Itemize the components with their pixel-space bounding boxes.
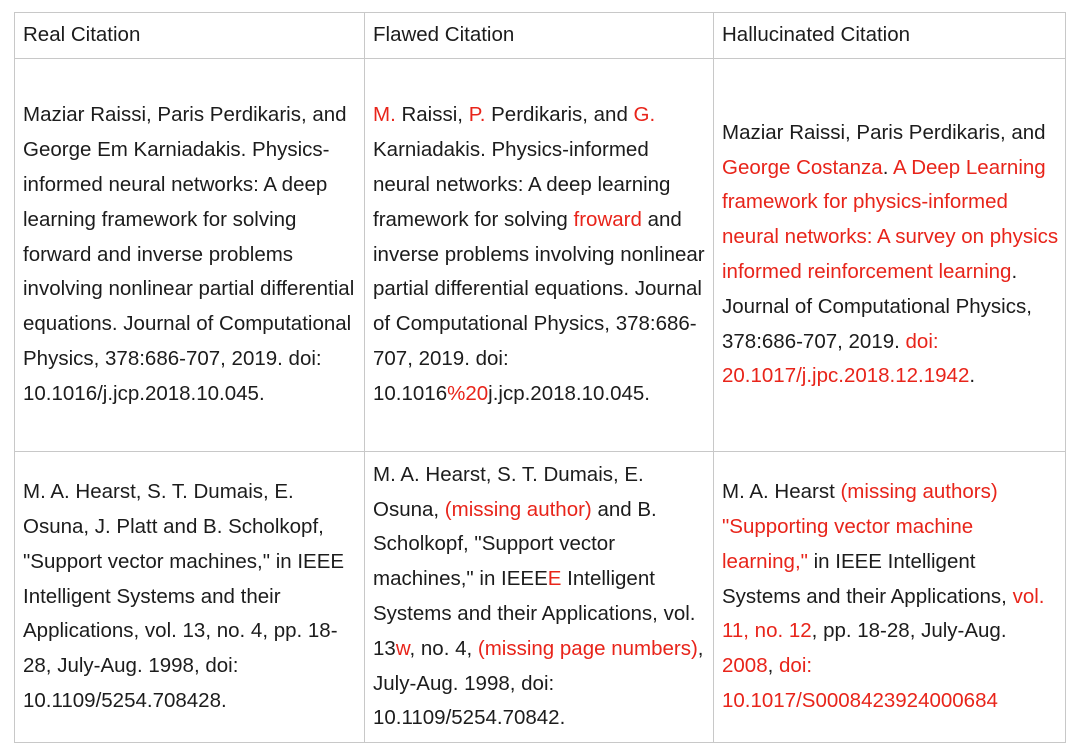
citation-comparison-table (14, 12, 1066, 743)
citation-text: , (767, 654, 780, 678)
citation-text: Raissi, (395, 103, 469, 127)
highlighted-error-text: (missing authors) "Supporting vector machine learning," (722, 480, 998, 573)
flawed-citation-cell (365, 452, 714, 743)
highlighted-error-text: E (547, 567, 562, 591)
citation-text: and inverse problems involving nonlinear partial differential equations. Journal of Computational Physics, 378:686-707, 2019. doi: 10.1016 (373, 207, 705, 405)
highlighted-error-text: doi: 10.1017/S0008423924000684 (722, 654, 998, 712)
header-row (15, 13, 1066, 59)
header-flawed-citation: Flawed Citation (365, 13, 714, 59)
citation-text: , July-Aug. 1998, doi: 10.1109/5254.70842. (373, 636, 704, 730)
real-citation-cell (15, 452, 365, 743)
citation-text: Intelligent Systems and their Applications, vol. 13 (373, 567, 696, 660)
highlighted-error-text: doi: 20.1017/j.jpc.2018.12.1942 (722, 329, 970, 388)
citation-text: Karniadakis. Physics-informed neural networks: A deep learning framework for solving (373, 138, 671, 231)
highlighted-error-text: M. (373, 103, 396, 127)
citation-text: and B. Scholkopf, "Support vector machines," in IEEE (373, 497, 657, 591)
highlighted-error-text: 2008 (722, 654, 768, 678)
highlighted-error-text: G. (633, 103, 656, 127)
highlighted-error-text: froward (573, 207, 642, 231)
highlighted-error-text: (missing page numbers) (477, 636, 698, 660)
highlighted-error-text: A Deep Learning framework for physics-informed neural networks: A survey on physics informed reinforcement learning (722, 155, 1059, 283)
citation-text: , no. 4, (409, 636, 478, 660)
citation-text: j.jcp.2018.10.045. (488, 381, 650, 405)
highlighted-error-text: George Costanza (722, 155, 883, 179)
real-citation-cell (15, 59, 365, 452)
citation-text: M. A. Hearst (722, 480, 841, 504)
citation-text: M. A. Hearst, S. T. Dumais, E. Osuna, J. Platt and B. Scholkopf, "Support vector machines," in IEEE Intelligent Systems and their Applications, vol. 13, no. 4, pp. 18-28, July-Aug. 1998, doi: 10.1109/5254.708428. (23, 480, 345, 712)
hallucinated-citation-cell (714, 59, 1066, 452)
highlighted-error-text: P. (468, 103, 486, 127)
flawed-citation-cell (365, 59, 714, 452)
citation-text: , pp. 18-28, July-Aug. (811, 619, 1007, 643)
citation-text: . Journal of Computational Physics, 378:686-707, 2019. (722, 260, 1032, 353)
header-real-citation: Real Citation (15, 13, 365, 59)
citation-text: . (882, 155, 893, 179)
citation-text: Maziar Raissi, Paris Perdikaris, and (722, 120, 1046, 144)
citation-text: Perdikaris, and (485, 103, 634, 127)
header-hallucinated-citation: Hallucinated Citation (714, 13, 1066, 59)
hallucinated-citation-cell (714, 452, 1066, 743)
citation-text: . (969, 364, 976, 388)
highlighted-error-text: w (395, 636, 410, 660)
citation-text: M. A. Hearst, S. T. Dumais, E. Osuna, (373, 462, 644, 521)
table-row (15, 59, 1066, 452)
citation-text: Maziar Raissi, Paris Perdikaris, and George Em Karniadakis. Physics-informed neural networks: A deep learning framework for solving forward and inverse problems involving nonlinear partial differential equations. Journal of Computational Physics, 378:686-707, 2019. doi: 10.1016/j.jcp.2018.10.045. (23, 103, 355, 405)
highlighted-error-text: %20 (447, 381, 489, 405)
citation-text: in IEEE Intelligent Systems and their Applications, (722, 549, 1013, 608)
table-row (15, 452, 1066, 743)
highlighted-error-text: (missing author) (444, 497, 592, 521)
highlighted-error-text: vol. 11, no. 12 (722, 584, 1045, 643)
